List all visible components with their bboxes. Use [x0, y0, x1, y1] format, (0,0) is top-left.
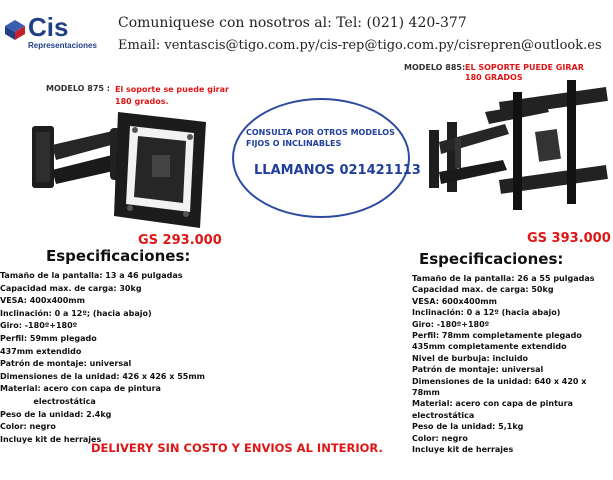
logo-text: Cis: [28, 12, 69, 42]
right-model-note: EL SOPORTE PUEDE GIRAR 180 GRADOS: [465, 63, 584, 82]
contact-phone: Comuniquese con nosotros al: Tel: (021) 420-377: [118, 15, 467, 31]
consulta-text: CONSULTA POR OTROS MODELOS FIJOS O INCLINABLES: [246, 128, 395, 148]
list-item: Nivel de burbuja: incluido: [412, 353, 529, 363]
list-item: VESA: 600x400mm: [412, 296, 497, 306]
list-item: Perfil: 78mm completamente plegado: [412, 331, 582, 341]
list-item: Capacidad max. de carga: 30kg: [0, 283, 142, 293]
list-item: Patrón de montaje: universal: [0, 359, 132, 369]
list-item: Incluye kit de herrajes: [412, 445, 514, 455]
left-spec-list: [0, 270, 270, 446]
contact-email: Email: ventascis@tigo.com.py/cis-rep@tigo.com.py/cisrepren@outlook.es: [118, 38, 602, 53]
list-item: Dimensiones de la unidad: 640 x 420 x 78mm: [412, 376, 587, 398]
list-item: Inclinación: 0 a 12º; (hacia abajo): [0, 308, 152, 318]
list-item: Tamaño de la pantalla: 13 a 46 pulgadas: [0, 271, 183, 280]
left-model-label: MODELO 875 :: [46, 84, 110, 93]
list-item: Inclinación: 0 a 12º (hacia abajo): [412, 308, 561, 318]
list-item: Patrón de montaje: universal: [412, 365, 544, 375]
left-price: GS 293.000: [138, 233, 222, 248]
right-price: GS 393.000: [527, 231, 611, 246]
right-model-label: MODELO 885:: [404, 63, 466, 72]
left-model-note: El soporte se puede girar 180 grados.: [115, 85, 229, 106]
list-item: Color: negro: [0, 422, 56, 432]
list-item: Material: acero con capa de pintura: [0, 384, 161, 394]
right-spec-list: [412, 273, 612, 456]
list-item: 435mm completamente extendido: [412, 342, 567, 352]
list-item: Dimensiones de la unidad: 426 x 426 x 55mm: [0, 371, 206, 381]
right-mount-image: [425, 72, 610, 232]
list-item: electrostática: [0, 396, 96, 406]
list-item: Perfil: 59mm plegado: [0, 333, 97, 343]
list-item: Giro: -180º+180º: [412, 319, 490, 329]
delivery-banner: DELIVERY SIN COSTO Y ENVIOS AL INTERIOR.: [91, 441, 383, 455]
right-spec-title: Especificaciones:: [419, 250, 564, 268]
left-mount-image: [22, 100, 232, 235]
list-item: 437mm extendido: [0, 346, 82, 356]
contact-oval: [232, 98, 410, 218]
list-item: Peso de la unidad: 2.4kg: [0, 409, 112, 419]
list-item: VESA: 400x400mm: [0, 296, 85, 306]
list-item: Giro: -180º+180º: [0, 321, 78, 331]
logo-subtitle: Representaciones: [28, 41, 97, 50]
left-spec-title: Especificaciones:: [46, 247, 191, 265]
list-item: Color: negro: [412, 433, 468, 443]
list-item: Capacidad max. de carga: 50kg: [412, 285, 554, 295]
list-item: Incluye kit de herrajes: [0, 434, 102, 444]
llamanos-text: LLAMANOS 021421113: [254, 163, 421, 178]
list-item: Material: acero con capa de pintura electrostática: [412, 399, 573, 420]
list-item: Tamaño de la pantalla: 26 a 55 pulgadas: [412, 274, 595, 283]
list-item: Peso de la unidad: 5,1kg: [412, 422, 524, 432]
logo-icon: [4, 18, 26, 40]
